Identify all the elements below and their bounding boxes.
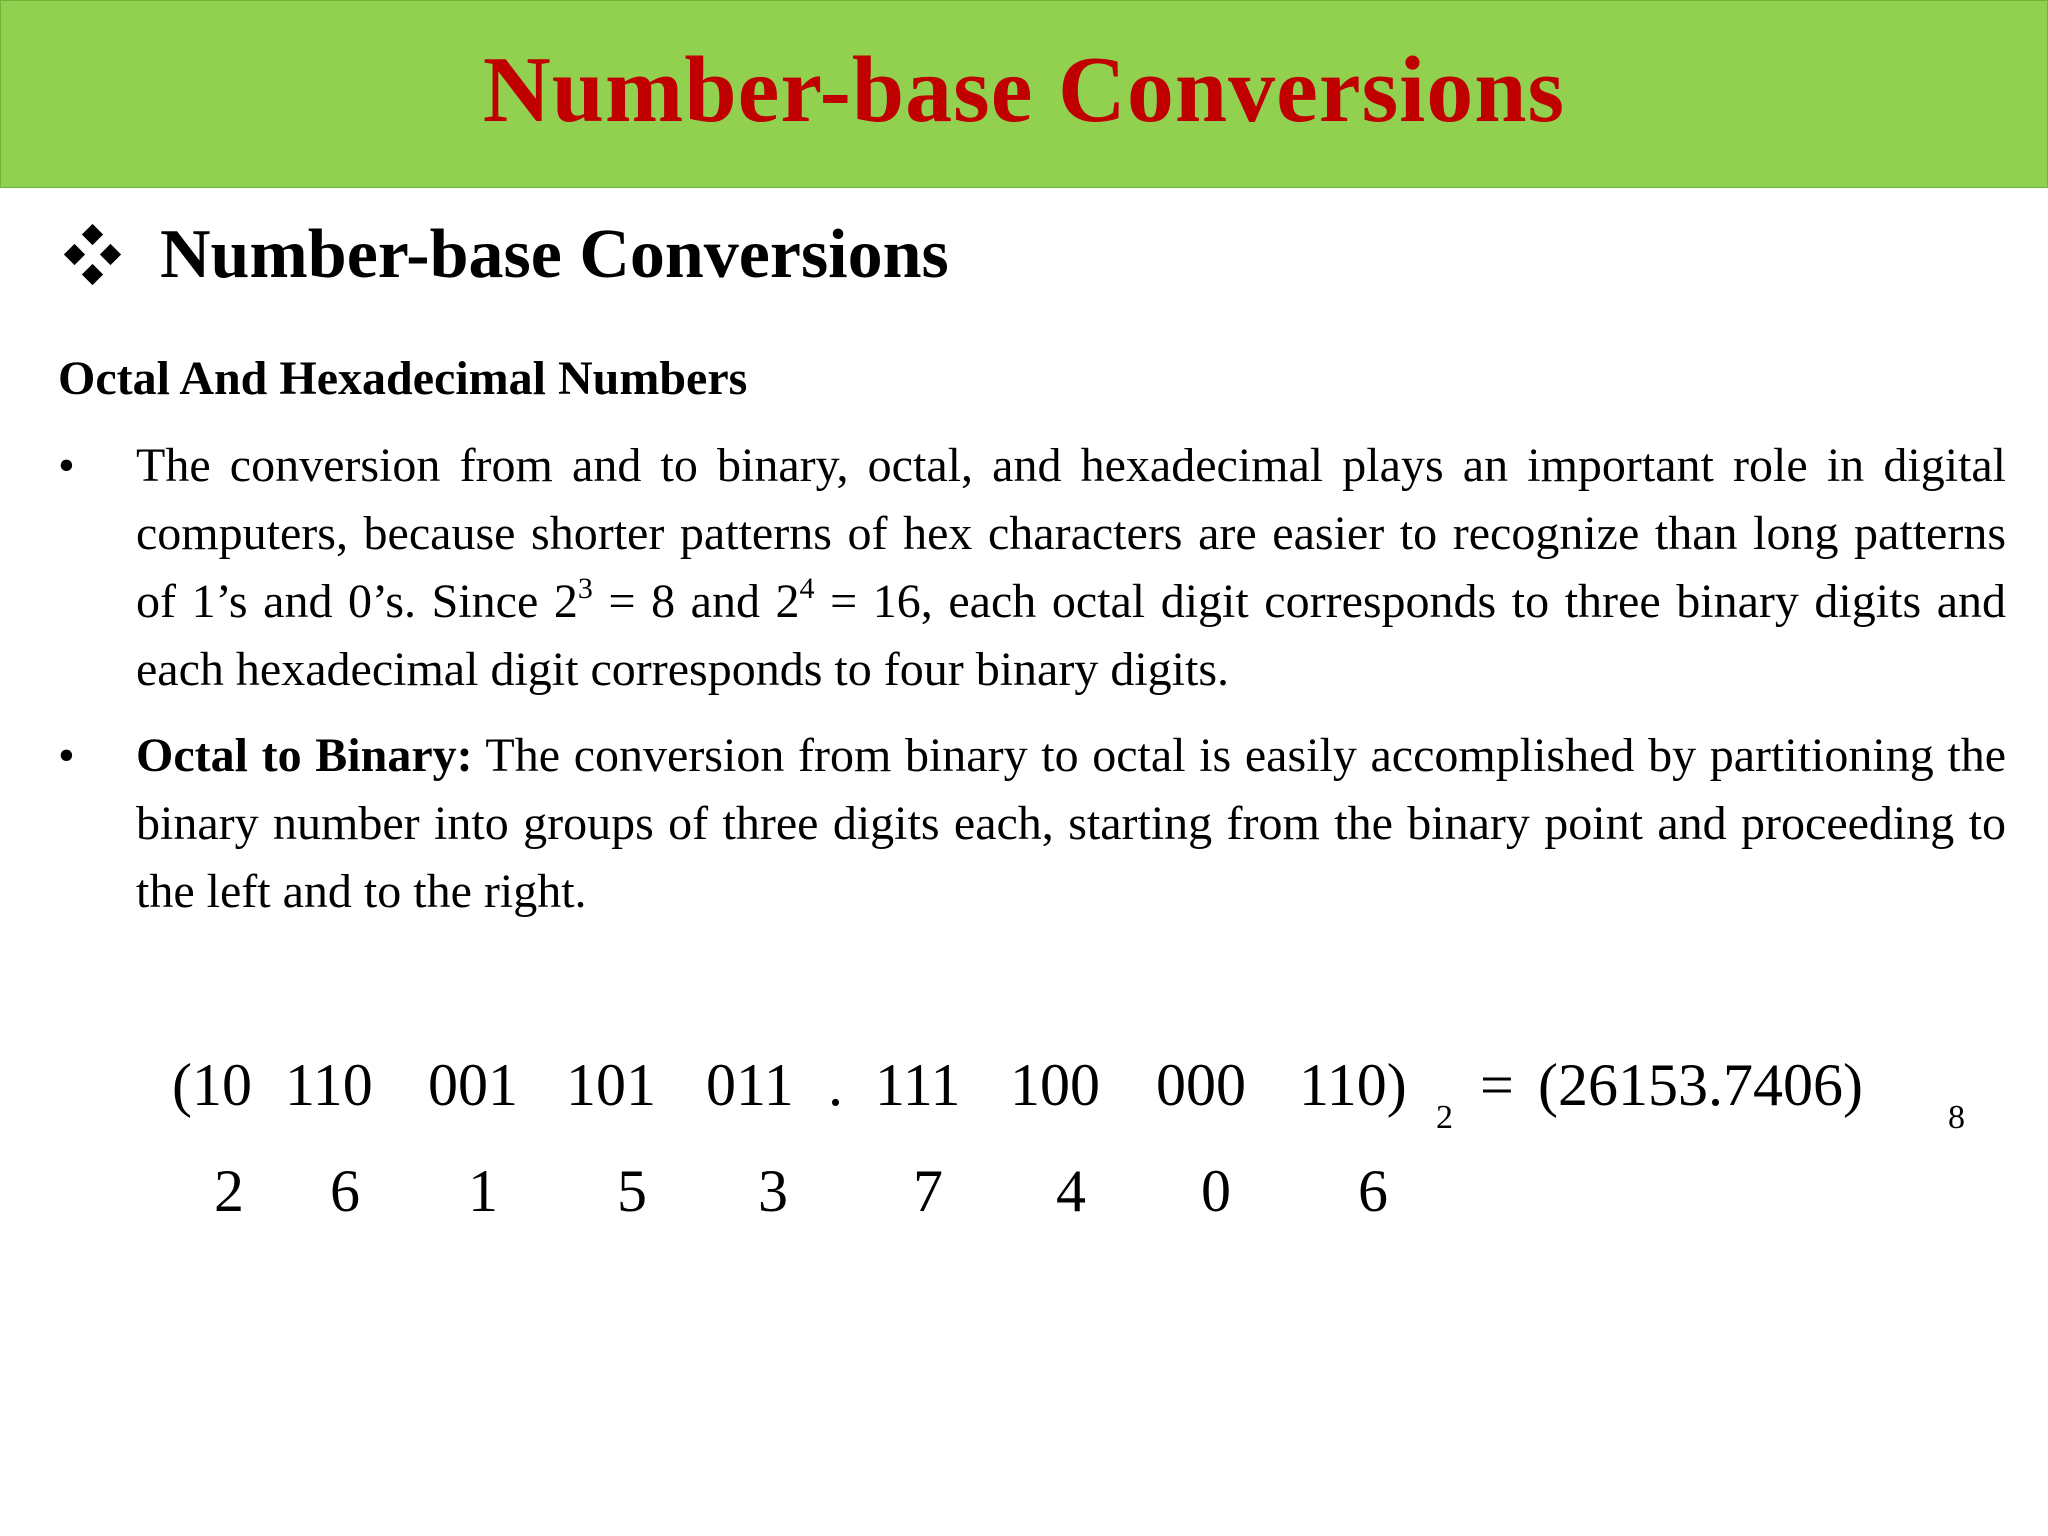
base-from-subscript: 2 [1436,1099,1453,1136]
title-bar [0,0,2048,188]
binary-group: 101 [566,1052,656,1118]
binary-group-closing: 110) [1299,1052,1407,1118]
equation-open-paren: ( [172,1052,192,1118]
section-heading-text: Number-base Conversions [160,216,949,293]
octal-digit: 2 [214,1158,244,1224]
octal-digit: 4 [1056,1158,1086,1224]
bullet-list [58,432,2006,944]
binary-group: 10 [192,1052,252,1118]
octal-digit: 6 [1358,1158,1388,1224]
octal-result: (26153.7406) [1538,1052,1863,1118]
binary-group: 000 [1156,1052,1246,1118]
slide-title: Number-base Conversions [482,38,1566,142]
octal-digit: 6 [330,1158,360,1224]
binary-point: . [828,1052,843,1118]
equals-sign: = [1480,1052,1514,1118]
bullet-marker: • [58,729,75,782]
octal-digit: 3 [758,1158,788,1224]
bullet-text-part: The conversion from binary to octal is easily accomplished by partitioning the binary number into groups of three digits each, starting from the binary point and proceeding to the left and to the right. [136,729,2007,918]
bullet-bold-lead: Octal to Binary: [136,729,473,782]
bullet-text [136,432,2006,704]
subheading: Octal And Hexadecimal Numbers [58,352,748,405]
octal-digit: 1 [468,1158,498,1224]
octal-digit: 0 [1201,1158,1231,1224]
bullet-item [58,432,2006,704]
bullet-text-part: The conversion from and to binary, octal, and hexadecimal plays an important role in digital computers, because shorter patterns of hex characters are easier to recognize than long patterns of 1’s and 0’s. Since 2 [136,439,2006,628]
bullet-text [136,722,2006,926]
octal-digit: 7 [913,1158,943,1224]
octal-digit: 5 [617,1158,647,1224]
binary-group: 001 [428,1052,518,1118]
base-to-subscript: 8 [1948,1099,1965,1136]
bullet-text-part: = 8 and 2 [592,575,800,628]
superscript: 3 [577,572,593,605]
binary-group: 111 [875,1052,961,1118]
binary-group: 011 [706,1052,794,1118]
bullet-marker: • [58,439,75,492]
diamond-bullet-icon [62,224,124,286]
binary-group: 110 [285,1052,373,1118]
section-heading [62,216,949,293]
bullet-item [58,722,2006,926]
binary-group: 100 [1010,1052,1100,1118]
superscript: 4 [799,572,815,605]
conversion-equation [168,1045,1998,1245]
bullet-text-part: = 16, each octal digit corresponds to three binary digits and each hexadecimal digit corresponds to four binary digits. [136,575,2006,696]
